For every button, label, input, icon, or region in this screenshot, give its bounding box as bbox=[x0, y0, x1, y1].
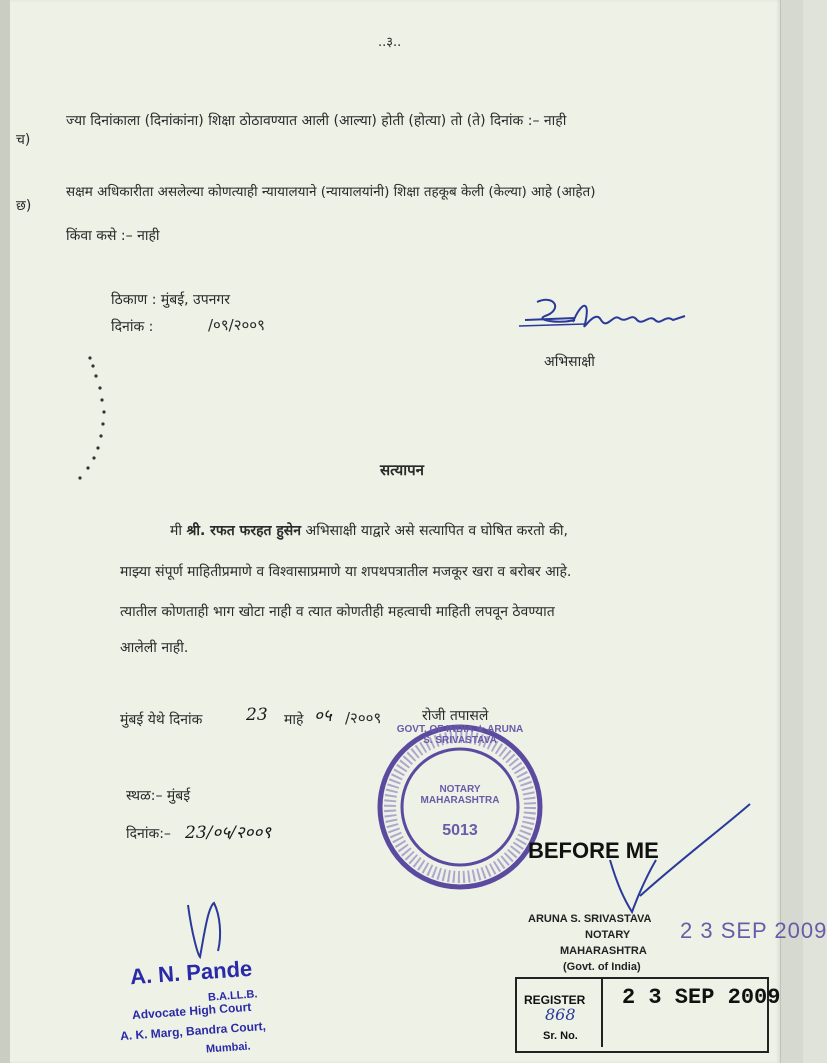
notary-seal bbox=[375, 722, 545, 892]
place-line: ठिकाण : मुंबई, उपनगर bbox=[111, 292, 231, 308]
checked-prefix: मुंबई येथे दिनांक bbox=[120, 712, 203, 728]
deponent-signature bbox=[515, 290, 700, 340]
clause-chh-line1: सक्षम अधिकारीता असलेल्या कोणत्याही न्यायालयाने (न्यायालयांनी) शिक्षा तहकूब केली (केल्या) आहे (आहेत) bbox=[66, 184, 596, 200]
page-edge-right bbox=[780, 0, 803, 1063]
clause-chh-line2: किंवा कसे :– नाही bbox=[66, 228, 160, 244]
verification-line-4: आलेली नाही. bbox=[120, 640, 189, 656]
notary-govt: (Govt. of India) bbox=[563, 961, 641, 973]
verification-line-1 bbox=[170, 521, 568, 540]
register-label: REGISTER bbox=[524, 993, 586, 1007]
notary-state: MAHARASHTRA bbox=[560, 945, 647, 957]
notary-name: ARUNA S. SRIVASTAVA bbox=[528, 913, 652, 925]
register-sr-label: Sr. No. bbox=[543, 1030, 578, 1042]
verification-line-3: त्यातील कोणताही भाग खोटा नाही व त्यात कोणतीही महत्वाची माहिती लपवून ठेवण्यात bbox=[120, 604, 555, 620]
verification-line-2: माझ्या संपूर्ण माहितीप्रमाणे व विश्वासाप्रमाणे या शपथपत्रातील मजकूर खरा व बरोबर आहे. bbox=[120, 564, 572, 580]
register-date: 2 3 SEP 2009 bbox=[622, 985, 781, 1010]
deponent-name: श्री. रफत फरहत हुसेन bbox=[186, 523, 302, 539]
page-number: ..३.. bbox=[378, 35, 402, 50]
verification-heading: सत्यापन bbox=[380, 461, 424, 479]
advocate-address: A. K. Marg, Bandra Court, bbox=[119, 1018, 267, 1044]
advocate-signature bbox=[178, 895, 238, 965]
clause-ch-text: ज्या दिनांकाला (दिनांकांना) शिक्षा ठोठावण्यात आली (आल्या) होती (होत्या) तो (ते) दिनांक :– नाही bbox=[66, 113, 567, 129]
notary-seal-ring bbox=[375, 722, 545, 892]
checked-month: ०५ bbox=[314, 706, 332, 726]
deponent-label: अभिसाक्षी bbox=[544, 354, 595, 370]
verification-prefix: मी bbox=[170, 523, 187, 539]
date-label: दिनांक : bbox=[111, 319, 154, 335]
notary-title: NOTARY bbox=[585, 929, 631, 941]
date-value: /०९/२००९ bbox=[208, 316, 265, 334]
notary-signature bbox=[570, 800, 760, 920]
footer-date-value: 23/०५/२००९ bbox=[185, 823, 272, 843]
clause-marker-chh: छ) bbox=[16, 198, 32, 214]
seal-reg-no: 5013 bbox=[442, 822, 478, 839]
checked-month-label: माहे bbox=[284, 712, 304, 728]
verification-line-1-rest: अभिसाक्षी याद्वारे असे सत्यापित व घोषित करतो की, bbox=[301, 523, 568, 539]
checked-year: /२००९ bbox=[345, 709, 382, 727]
notary-date-stamp: 2 3 SEP 2009 bbox=[680, 918, 827, 943]
checked-day: 23 bbox=[246, 705, 268, 725]
checked-suffix: रोजी तपासले bbox=[422, 708, 489, 724]
advocate-degree: B.A.LL.B. bbox=[207, 988, 258, 1004]
register-number: 868 bbox=[545, 1005, 576, 1024]
seal-center-text: NOTARY MAHARASHTRA bbox=[420, 784, 500, 806]
seal-ring-text: GOVT. OF INDIA ★ ARUNA S. SRIVASTAVA bbox=[396, 724, 524, 746]
before-me: BEFORE ME bbox=[528, 838, 659, 863]
footer-date-label: दिनांक:– bbox=[126, 826, 171, 842]
clause-marker-ch: च) bbox=[16, 132, 31, 148]
advocate-title: Advocate High Court bbox=[131, 999, 252, 1023]
punch-hole-marks bbox=[68, 350, 118, 490]
footer-place: स्थळ:– मुंबई bbox=[126, 788, 191, 804]
advocate-city: Mumbai. bbox=[205, 1040, 251, 1056]
advocate-name: A. N. Pande bbox=[129, 955, 253, 990]
